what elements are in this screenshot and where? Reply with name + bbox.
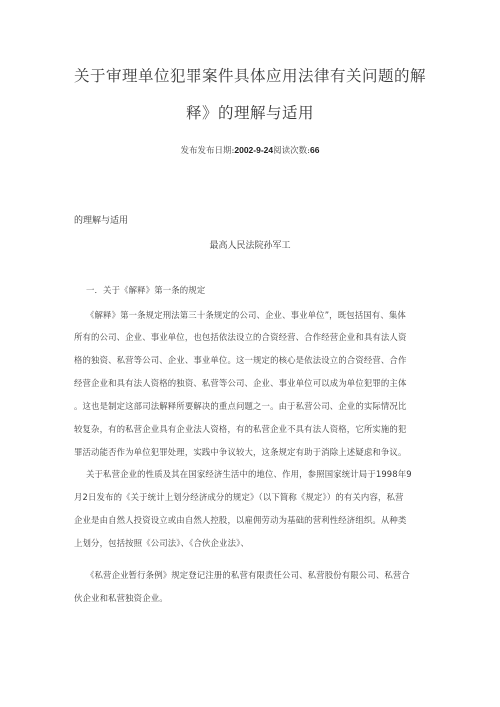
body-line: 伙企业和私营独资企业。 (74, 593, 168, 603)
document-title-line-2: 释》的理解与适用 (185, 104, 314, 122)
meta-date: 2002-9-24 (234, 145, 274, 155)
author-line: 最高人民法院孙军工 (209, 241, 291, 251)
body-line: 月2日发布的《关于统计上划分经济成分的规定》（以下简称《规定》）的有关内容，私营 (74, 492, 404, 502)
section-heading: 一．关于《解释》第一条的规定 (86, 285, 206, 295)
body-line: 企业是由自然人投资设立或由自然人控股，以雇佣劳动为基础的营利性经济组织。从种类 (74, 515, 407, 525)
body-line: 格的独资、私营等公司、企业、事业单位。这一规定的核心是依法设立的合资经营、合作 (74, 355, 407, 365)
body-line: 较复杂，有的私营企业具有企业法人资格，有的私营企业不具有法人资格，它所实施的犯 (74, 424, 407, 434)
subtitle: 的理解与适用 (74, 216, 129, 226)
body-line: 所有的公司、企业、事业单位，也包括依法设立的合资经营、合作经营企业和具有法人资 (74, 332, 407, 342)
body-line: 罪活动能否作为单位犯罪处理，实践中争议较大，这条规定有助于消除上述疑虑和争议。 (74, 447, 407, 457)
document-title-line-1: 关于审理单位犯罪案件具体应用法律有关问题的解 (73, 67, 426, 85)
body-line: 关于私营企业的性质及其在国家经济生活中的地位、作用，参照国家统计局于1998年9 (86, 469, 412, 479)
meta-date-label: 发布发布日期: (180, 146, 235, 156)
body-line: 《解释》第一条规定刑法第三十条规定的公司、企业、事业单位”，既包括国有、集体 (86, 310, 406, 320)
body-line: 经营企业和具有法人资格的独资、私营等公司、企业、事业单位可以成为单位犯罪的主体 (74, 378, 407, 388)
publish-meta (0, 144, 500, 156)
body-line: 上划分，包括按照《公司法》、《合伙企业法》、 (74, 538, 249, 548)
body-line: 《私营企业暂行条例》规定登记注册的私营有限责任公司、私营股份有限公司、私营合 (86, 570, 410, 580)
meta-views: 66 (310, 145, 320, 155)
body-line: 。这也是制定这部司法解释所要解决的重点问题之一。由于私营公司、企业的实际情况比 (74, 401, 407, 411)
meta-views-label: 阅读次数: (273, 146, 311, 156)
